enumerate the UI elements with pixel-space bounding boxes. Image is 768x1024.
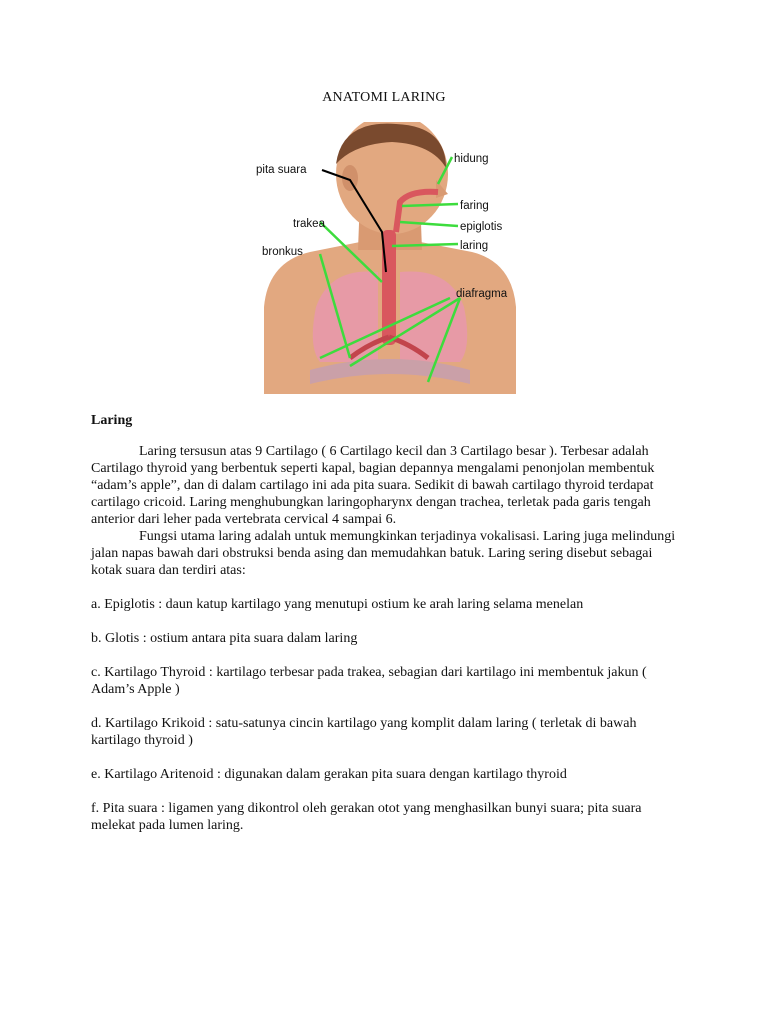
label-trakea: trakea <box>293 218 325 230</box>
paragraph-1: Laring tersusun atas 9 Cartilago ( 6 Cartilago kecil dan 3 Cartilago besar ). Terbesar adalah Cartilago thyroid yang berbentuk seperti kapal, bagian depannya mengalami penonjolan membentuk “adam’s apple”, dan di dalam cartilago ini ada pita suara. Sedikit di bawah cartilago thyroid terdapat cartilago cricoid. Laring menghubungkan laringopharynx dengan trachea, terletak pada garis tengah anterior dari leher pada vertebrata cervical 4 sampai 6. <box>91 444 655 527</box>
list-item-krikoid: d. Kartilago Krikoid : satu-satunya cincin kartilago yang komplit dalam laring ( terletak di bawah kartilago thyroid ) <box>91 716 637 748</box>
list-item-glotis: b. Glotis : ostium antara pita suara dalam laring <box>91 631 358 646</box>
paragraph-2: Fungsi utama laring adalah untuk memungkinkan terjadinya vokalisasi. Laring juga melindungi jalan napas bawah dari obstruksi benda asing dan memudahkan batuk. Laring sering disebut sebagai kotak suara dan terdiri atas: <box>91 529 676 578</box>
label-epiglotis: epiglotis <box>460 221 503 233</box>
document-body <box>91 412 681 834</box>
anatomy-illustration <box>250 122 530 398</box>
list-item-thyroid: c. Kartilago Thyroid : kartilago terbesar pada trakea, sebagian dari kartilago ini membentuk jakun ( Adam’s Apple ) <box>91 665 647 697</box>
label-diafragma: diafragma <box>456 288 508 300</box>
label-hidung: hidung <box>454 153 489 165</box>
label-laring: laring <box>460 240 489 252</box>
label-faring: faring <box>460 200 489 212</box>
section-heading: Laring <box>91 413 133 428</box>
anatomy-diagram <box>250 122 530 398</box>
list-item-pita-suara: f. Pita suara : ligamen yang dikontrol oleh gerakan otot yang menghasilkan bunyi suara; pita suara melekat pada lumen laring. <box>91 801 642 833</box>
list-item-epiglotis: a. Epiglotis : daun katup kartilago yang menutupi ostium ke arah laring selama menelan <box>91 597 584 612</box>
list-item-aritenoid: e. Kartilago Aritenoid : digunakan dalam gerakan pita suara dengan kartilago thyroid <box>91 767 567 782</box>
label-bronkus: bronkus <box>262 246 303 258</box>
label-pita-suara: pita suara <box>256 164 307 176</box>
document-title: ANATOMI LARING <box>322 90 446 105</box>
